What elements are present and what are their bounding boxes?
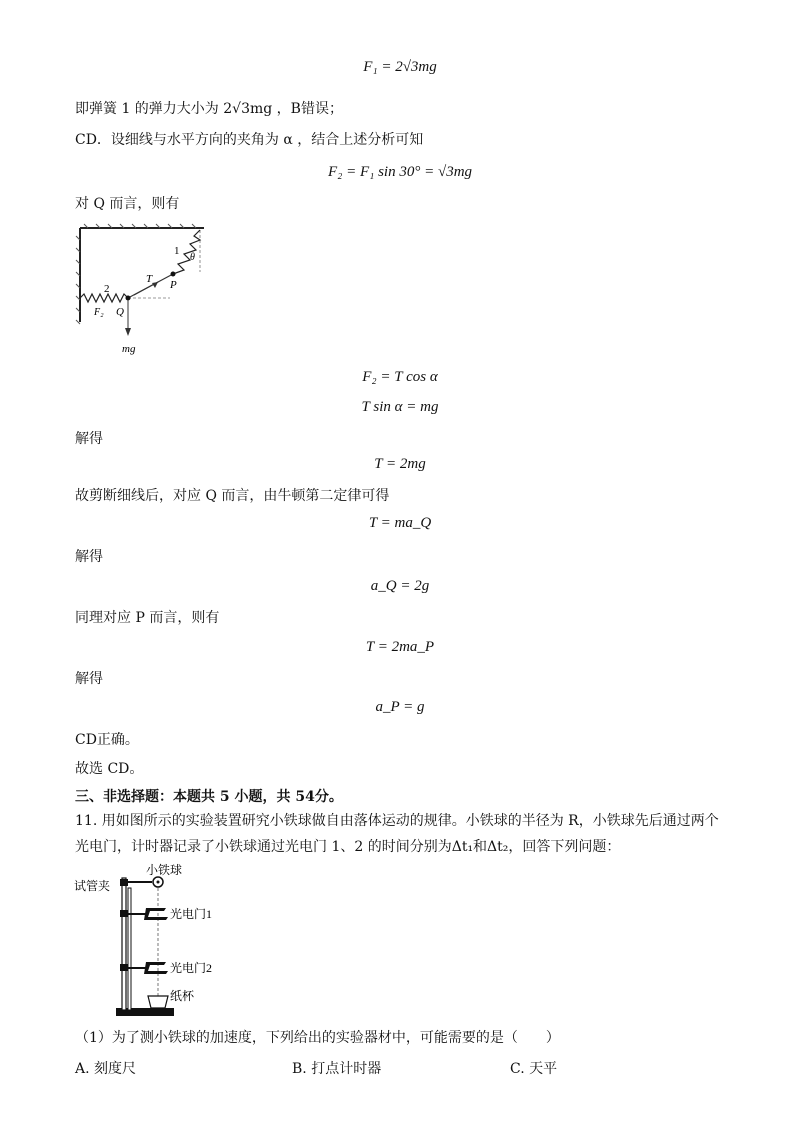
free-fall-apparatus-diagram	[72, 860, 242, 1022]
text-cd-setup: CD．设细线与水平方向的夹角为 α ，结合上述分析可知	[75, 132, 424, 148]
text-solve-2: 解得	[75, 549, 103, 565]
fig2-label-gate2: 光电门2	[170, 961, 213, 975]
fig2-label-clamp: 试管夹	[74, 879, 111, 893]
fig1-label-theta: θ	[190, 252, 195, 263]
fig1-label-mg: mg	[122, 343, 136, 355]
choice-b: B. 打点计时器	[292, 1061, 382, 1077]
fig1-label-2: 2	[104, 283, 110, 295]
section-3-heading: 三、非选择题：本题共 5 小题，共 54分。	[75, 789, 343, 805]
equation-t-2mg: T = 2mg	[374, 456, 426, 472]
fig2-label-ball: 小铁球	[146, 863, 183, 877]
equation-t-2map: T = 2ma_P	[365, 639, 435, 655]
equation-f2-tcos: F₂ = T cos α	[362, 369, 438, 385]
choice-a: A. 刻度尺	[75, 1061, 137, 1077]
fig1-label-q: Q	[116, 306, 124, 318]
equation-tsin: T sin α = mg	[361, 399, 439, 415]
question-11-line-1: 11. 用如图所示的实验装置研究小铁球做自由落体运动的规律。小铁球的半径为 R，小铁球先后通过两个	[75, 813, 719, 829]
text-for-p: 同理对应 P 而言，则有	[75, 610, 220, 626]
spring-force-diagram	[70, 222, 230, 357]
text-cd-correct: CD正确。	[75, 732, 139, 748]
equation-aq: a_Q = 2g	[370, 578, 430, 594]
text-choose-cd: 故选 CD。	[75, 761, 144, 777]
text-solve-1: 解得	[75, 431, 103, 447]
fig2-label-cup: 纸杯	[170, 989, 195, 1003]
equation-f2: F₂ = F₁ sin 30° = √3mg	[327, 164, 473, 180]
text-solve-3: 解得	[75, 671, 103, 687]
equation-f1: F₁ = 2√3mg	[363, 59, 437, 75]
fig1-label-1: 1	[174, 245, 180, 257]
fig1-label-f2: F₂	[94, 307, 104, 318]
fig2-label-gate1: 光电门1	[170, 907, 213, 921]
fig1-label-p: P	[170, 279, 177, 291]
text-cut-string: 故剪断细线后，对应 Q 而言，由牛顿第二定律可得	[75, 488, 390, 504]
equation-t-maq: T = ma_Q	[368, 515, 432, 531]
equation-ap: a_P = g	[375, 699, 425, 715]
question-11-sub-1: （1）为了测小铁球的加速度，下列给出的实验器材中，可能需要的是（ ）	[75, 1030, 560, 1046]
text-spring1-force: 即弹簧 1 的弹力大小为 2√3mg ，B错误；	[75, 101, 343, 117]
question-11-line-2: 光电门，计时器记录了小铁球通过光电门 1、2 的时间分别为Δt₁和Δt₂，回答下列问题：	[75, 839, 621, 855]
choice-c: C. 天平	[510, 1061, 558, 1077]
fig1-label-t: T	[146, 273, 153, 285]
text-for-q: 对 Q 而言，则有	[75, 196, 180, 212]
